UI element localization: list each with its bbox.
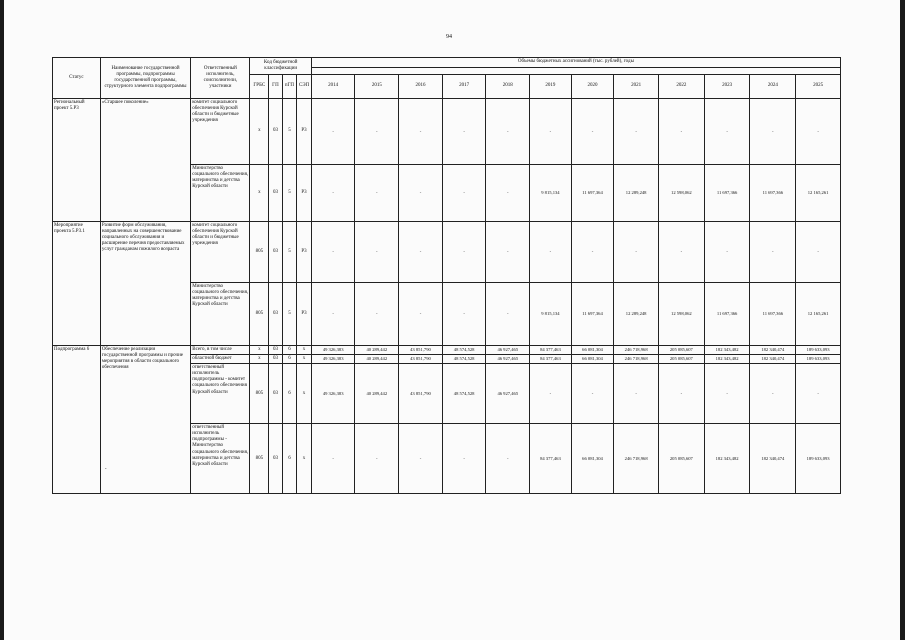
row-value-2017: -	[442, 424, 486, 494]
row-value-2016: 43 851,790	[399, 364, 443, 424]
row-value-2014: -	[311, 165, 355, 222]
row-value-2018: -	[486, 283, 530, 346]
row-value-2020: -	[571, 99, 614, 165]
row-mark: -	[104, 467, 107, 473]
table-body	[53, 99, 841, 494]
row-value-2019: 84 377,463	[530, 355, 572, 364]
row-value-2015: -	[355, 99, 399, 165]
header-code-2: ГП	[269, 75, 283, 99]
row-code: x	[297, 424, 312, 494]
row-value-2022: 205 085,607	[658, 346, 704, 355]
row-value-2025: -	[796, 99, 841, 165]
row-value-2021: 246 718,968	[614, 355, 659, 364]
row-value-2020: 66 081,304	[571, 424, 614, 494]
header-year-2025: 2025	[796, 75, 841, 99]
row-code: x	[250, 165, 269, 222]
row-executor: Всего, в том числе	[191, 346, 250, 355]
row-value-2016: 43 851,790	[399, 355, 443, 364]
row-value-2022: 12 598,062	[658, 165, 704, 222]
row-value-2014: -	[311, 222, 355, 283]
table-row	[53, 346, 841, 355]
row-value-2019: -	[530, 222, 572, 283]
row-value-2024: 182 340,474	[750, 355, 796, 364]
header-year-2020: 2020	[571, 75, 614, 99]
row-value-2023: 182 343,482	[704, 355, 750, 364]
row-value-2021: 12 289,248	[614, 165, 659, 222]
row-value-2018: -	[486, 165, 530, 222]
scan-edge-left	[0, 0, 4, 640]
row-value-2022: 12 598,062	[658, 283, 704, 346]
row-name: «Старшее поколение»	[100, 99, 190, 222]
row-code: 805	[250, 222, 269, 283]
budget-table	[52, 57, 841, 494]
row-value-2016: 43 851,790	[399, 346, 443, 355]
row-code: 5	[282, 99, 297, 165]
row-code: 805	[250, 283, 269, 346]
row-value-2020: -	[571, 364, 614, 424]
row-value-2024: 182 340,474	[750, 346, 796, 355]
row-value-2025: -	[796, 222, 841, 283]
row-executor: комитет социального обеспечения Курской области и бюджетные учреждения	[191, 222, 250, 283]
row-value-2020: 66 081,304	[571, 346, 614, 355]
header-executor: Ответственный исполнитель, соисполнители, участники	[191, 58, 250, 99]
row-value-2015: -	[355, 222, 399, 283]
row-code: 03	[269, 99, 283, 165]
header-budget-code: Код бюджетной классификации	[250, 58, 311, 75]
row-value-2021: -	[614, 99, 659, 165]
header-spacer	[311, 68, 840, 75]
row-value-2020: 11 697,364	[571, 165, 614, 222]
row-value-2016: -	[399, 99, 443, 165]
header-status: Статус	[53, 58, 101, 99]
row-value-2020: 11 697,364	[571, 283, 614, 346]
row-value-2017: 48 574,528	[442, 364, 486, 424]
header-year-2021: 2021	[614, 75, 659, 99]
row-executor: Министерство социального обеспечения, материнства и детства Курской области	[191, 165, 250, 222]
row-executor: ответственный исполнитель подпрограммы - Министерство социального обеспечения, материнства и детства Курской области	[191, 424, 250, 494]
row-value-2022: 205 085,607	[658, 424, 704, 494]
row-value-2025: -	[796, 364, 841, 424]
table-row	[53, 222, 841, 283]
row-value-2023: 182 343,482	[704, 424, 750, 494]
row-value-2019: 84 377,463	[530, 346, 572, 355]
row-code: 03	[269, 222, 283, 283]
header-name: Наименование государственной программы, подпрограммы государственной программы, структурного элемента подпрограммы	[100, 58, 190, 99]
header-year-2024: 2024	[750, 75, 796, 99]
row-value-2017: -	[442, 165, 486, 222]
row-code: 03	[269, 364, 283, 424]
header-code-3: пГП	[282, 75, 297, 99]
row-value-2018: -	[486, 222, 530, 283]
header-code-4: СЭП	[297, 75, 312, 99]
header-year-2017: 2017	[442, 75, 486, 99]
row-value-2016: -	[399, 424, 443, 494]
row-code: 03	[269, 424, 283, 494]
row-value-2021: 246 718,968	[614, 424, 659, 494]
row-value-2022: -	[658, 99, 704, 165]
row-value-2017: -	[442, 222, 486, 283]
row-value-2014: 49 326,383	[311, 346, 355, 355]
row-value-2019: 9 815,134	[530, 165, 572, 222]
row-executor: областной бюджет	[191, 355, 250, 364]
row-value-2014: 49 326,383	[311, 355, 355, 364]
row-value-2015: -	[355, 165, 399, 222]
row-value-2016: -	[399, 283, 443, 346]
row-status: Региональный проект 5.Р3	[53, 99, 101, 222]
row-name: Развитие форм обслуживания, направленных на совершенствование социального обслуживания и расширение перечня предоставляемых услуг гражданам пожилого возраста	[100, 222, 190, 346]
row-executor: комитет социального обеспечения Курской области и бюджетные учреждения	[191, 99, 250, 165]
row-value-2014: -	[311, 283, 355, 346]
row-value-2016: -	[399, 165, 443, 222]
row-value-2014: -	[311, 99, 355, 165]
row-code: 03	[269, 283, 283, 346]
row-value-2025: 189 633,093	[796, 424, 841, 494]
row-value-2016: -	[399, 222, 443, 283]
row-value-2023: -	[704, 222, 750, 283]
row-value-2017: 48 574,528	[442, 346, 486, 355]
row-value-2024: -	[750, 222, 796, 283]
row-code: 5	[282, 283, 297, 346]
row-value-2021: 246 718,968	[614, 346, 659, 355]
row-value-2017: 48 574,528	[442, 355, 486, 364]
row-code: 03	[269, 355, 283, 364]
row-value-2025: 189 633,093	[796, 355, 841, 364]
row-value-2014: 49 326,383	[311, 364, 355, 424]
header-volume: Объемы бюджетных ассигнований (тыс. рублей), годы	[311, 58, 840, 68]
row-value-2018: -	[486, 99, 530, 165]
row-code: 5	[282, 222, 297, 283]
row-value-2018: 46 927,465	[486, 346, 530, 355]
row-value-2014: -	[311, 424, 355, 494]
row-value-2023: -	[704, 99, 750, 165]
row-code: x	[297, 355, 312, 364]
row-executor: ответственный исполнитель подпрограммы - комитет социального обеспечения Курской области	[191, 364, 250, 424]
row-code: x	[297, 364, 312, 424]
row-executor: Министерство социального обеспечения, материнства и детства Курской области	[191, 283, 250, 346]
row-code: x	[297, 346, 312, 355]
row-value-2024: -	[750, 99, 796, 165]
row-value-2015: 40 289,442	[355, 346, 399, 355]
row-code: 03	[269, 165, 283, 222]
table-row	[53, 99, 841, 165]
header-year-2018: 2018	[486, 75, 530, 99]
row-name: Обеспечение реализации государственной программы и прочие мероприятия в области социального обеспечения -	[100, 346, 190, 494]
row-code: 03	[269, 346, 283, 355]
row-value-2017: -	[442, 283, 486, 346]
row-value-2018: 46 927,465	[486, 364, 530, 424]
row-code: 5	[282, 165, 297, 222]
header-year-2014: 2014	[311, 75, 355, 99]
row-value-2019: -	[530, 364, 572, 424]
row-code: 6	[282, 364, 297, 424]
row-code: Р3	[297, 283, 312, 346]
row-value-2021: 12 289,248	[614, 283, 659, 346]
row-code: 6	[282, 424, 297, 494]
row-value-2024: 11 697,366	[750, 165, 796, 222]
page-number: 94	[446, 34, 452, 40]
row-value-2025: 12 165,261	[796, 165, 841, 222]
row-value-2023: -	[704, 364, 750, 424]
row-code: x	[250, 355, 269, 364]
row-value-2021: -	[614, 364, 659, 424]
row-value-2015: -	[355, 283, 399, 346]
header-year-2019: 2019	[530, 75, 572, 99]
row-value-2019: 84 377,463	[530, 424, 572, 494]
row-value-2022: -	[658, 364, 704, 424]
row-value-2025: 12 165,261	[796, 283, 841, 346]
row-value-2025: 189 633,093	[796, 346, 841, 355]
row-code: Р3	[297, 99, 312, 165]
row-code: Р3	[297, 165, 312, 222]
row-value-2015: 40 289,442	[355, 355, 399, 364]
row-value-2024: 11 697,366	[750, 283, 796, 346]
header-year-2023: 2023	[704, 75, 750, 99]
row-value-2023: 11 697,366	[704, 165, 750, 222]
header-code-1: ГРБС	[250, 75, 269, 99]
row-value-2022: 205 085,607	[658, 355, 704, 364]
row-value-2018: 46 927,465	[486, 355, 530, 364]
row-value-2020: 66 081,304	[571, 355, 614, 364]
row-code: 6	[282, 346, 297, 355]
row-code: Р3	[297, 222, 312, 283]
row-status: Подпрограмма 6	[53, 346, 101, 494]
row-value-2024: -	[750, 364, 796, 424]
row-status: Мероприятие проекта 5.Р3.1	[53, 222, 101, 346]
row-value-2015: 40 289,442	[355, 364, 399, 424]
row-code: x	[250, 346, 269, 355]
row-value-2023: 11 697,366	[704, 283, 750, 346]
header-year-2016: 2016	[399, 75, 443, 99]
row-code: 6	[282, 355, 297, 364]
row-value-2022: -	[658, 222, 704, 283]
row-value-2019: 9 815,134	[530, 283, 572, 346]
row-value-2024: 182 340,474	[750, 424, 796, 494]
row-code: 805	[250, 364, 269, 424]
row-value-2018: -	[486, 424, 530, 494]
header-year-2015: 2015	[355, 75, 399, 99]
row-code: x	[250, 99, 269, 165]
row-value-2017: -	[442, 99, 486, 165]
header-year-2022: 2022	[658, 75, 704, 99]
row-value-2021: -	[614, 222, 659, 283]
row-value-2023: 182 343,482	[704, 346, 750, 355]
row-value-2019: -	[530, 99, 572, 165]
scan-edge-right	[900, 0, 905, 640]
row-value-2020: -	[571, 222, 614, 283]
row-code: 805	[250, 424, 269, 494]
row-value-2015: -	[355, 424, 399, 494]
